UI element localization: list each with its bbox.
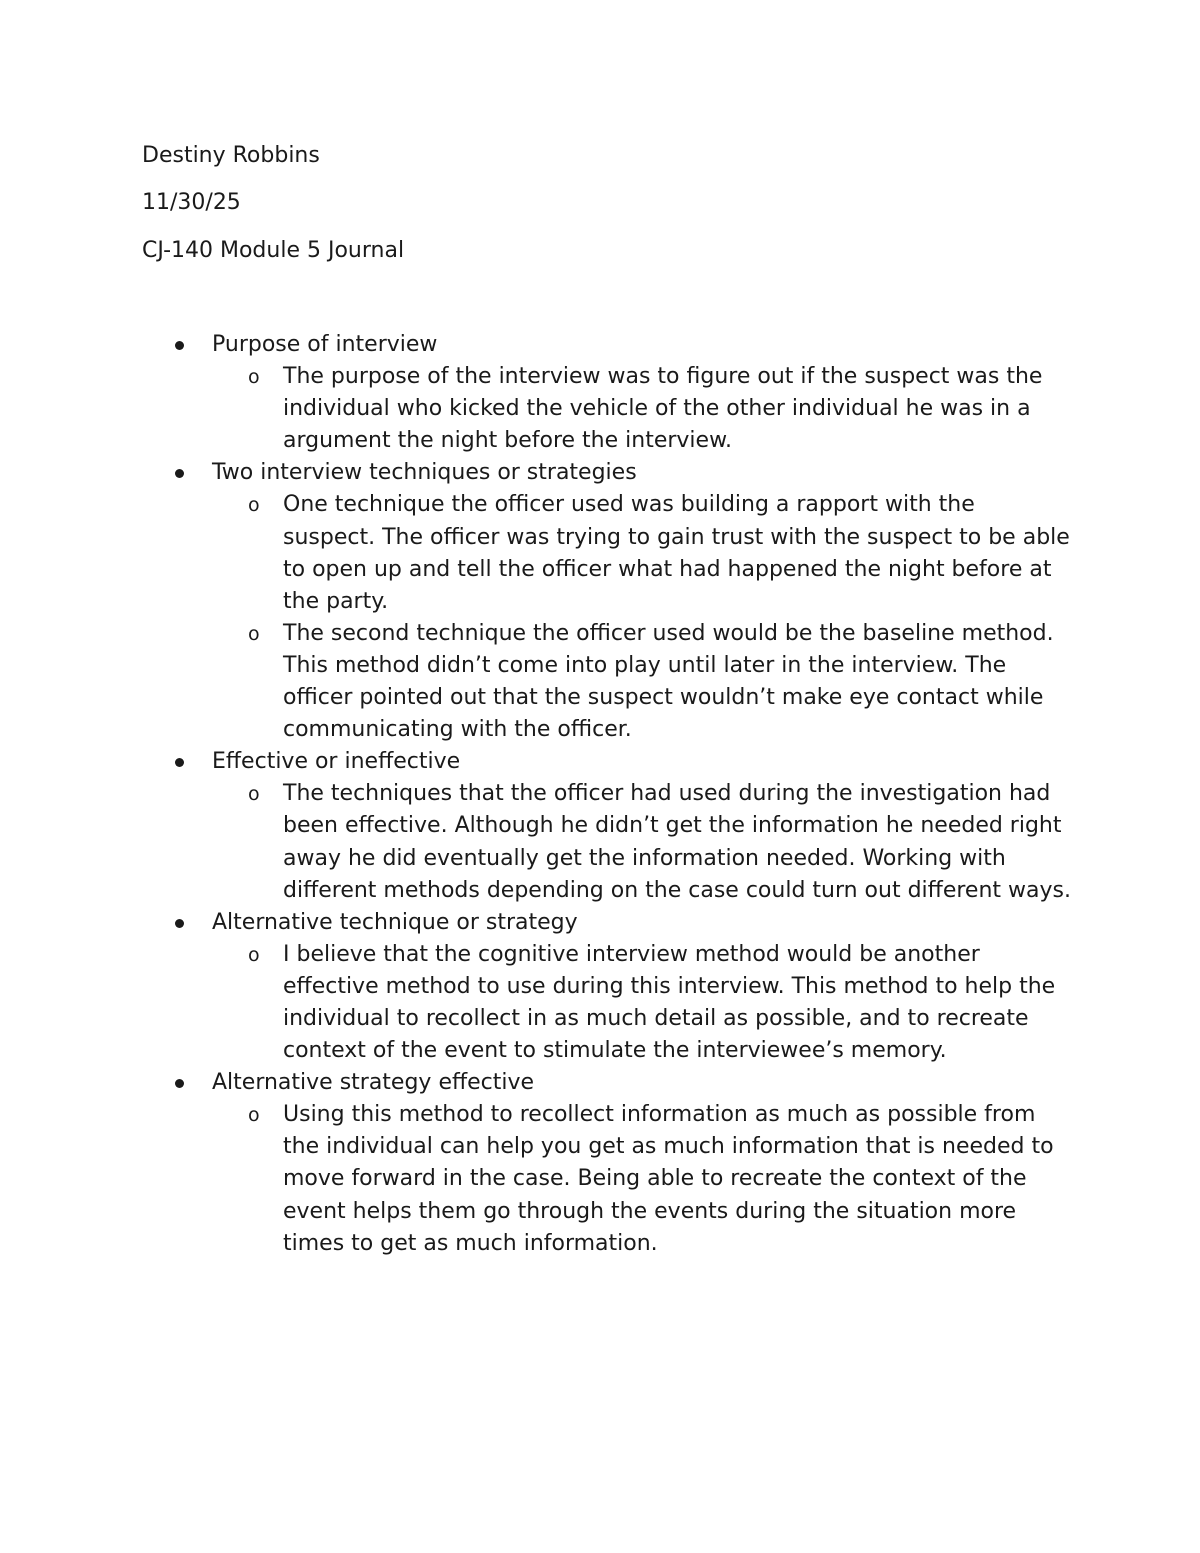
bullet-heading: Effective or ineffective (212, 749, 461, 775)
document-date: 11/30/25 (142, 190, 241, 215)
sub-bullet-text: The techniques that the officer had used during the investigation had been effective. Although he didn’t get the information he needed right away he did eventually get the information needed. Working with different methods depending on the case could turn out different ways. (283, 781, 1071, 903)
sub-bullet-text: Using this method to recollect information as much as possible from the individual can help you get as much information that is needed to move forward in the case. Being able to recreate the context of the event helps them go through the events during the situation more times to get as much information. (283, 1102, 1054, 1256)
sub-bullet-text: The second technique the officer used would be the baseline method. This method didn’t come into play until later in the interview. The officer pointed out that the suspect wouldn’t make eye contact while communicating with the officer. (283, 620, 1054, 743)
course-title: CJ-140 Module 5 Journal (142, 238, 405, 263)
bullet-icon (175, 919, 184, 928)
sub-bullet-item (0, 1099, 1073, 1259)
outline-section (0, 907, 1200, 1067)
outline-section (0, 329, 1200, 457)
bullet-item (0, 329, 1200, 361)
sub-bullet-item (0, 361, 1073, 457)
bullet-item (0, 1067, 1200, 1099)
bullet-icon (175, 341, 184, 350)
bullet-item (0, 907, 1200, 939)
bullet-heading: Two interview techniques or strategies (212, 460, 637, 486)
bullet-heading: Alternative strategy effective (212, 1070, 535, 1096)
sub-bullet-item (0, 618, 1073, 746)
circle-bullet-icon: o (248, 1104, 260, 1127)
sub-bullet-text: The purpose of the interview was to figure out if the suspect was the individual who kicked the vehicle of the other individual he was in a argument the night before the interview. (283, 364, 1043, 454)
bullet-icon (175, 1079, 184, 1088)
circle-bullet-icon: o (248, 943, 260, 966)
author-name: Destiny Robbins (142, 143, 320, 168)
bullet-item (0, 746, 1200, 778)
bullet-icon (175, 469, 184, 478)
sub-bullet-text: One technique the officer used was building a rapport with the suspect. The officer was trying to gain trust with the suspect to be able to open up and tell the officer what had happened the night before at the party. (283, 492, 1070, 614)
bullet-heading: Alternative technique or strategy (212, 909, 578, 935)
bullet-icon (175, 758, 184, 767)
outline-section (0, 746, 1200, 906)
bullet-heading: Purpose of interview (212, 332, 438, 357)
outline-section (0, 1067, 1200, 1260)
journal-outline (0, 329, 1200, 1260)
circle-bullet-icon: o (248, 622, 260, 645)
sub-bullet-item (0, 778, 1073, 906)
sub-bullet-item (0, 489, 1073, 617)
circle-bullet-icon: o (248, 783, 260, 806)
sub-bullet-text: I believe that the cognitive interview method would be another effective method to use during this interview. This method to help the individual to recollect in as much detail as possible, and to recreate context of the event to stimulate the interviewee’s memory. (283, 941, 1056, 1064)
sub-bullet-item (0, 939, 1073, 1067)
outline-section (0, 457, 1200, 746)
bullet-item (0, 457, 1200, 489)
circle-bullet-icon: o (248, 494, 260, 517)
circle-bullet-icon: o (248, 366, 260, 389)
